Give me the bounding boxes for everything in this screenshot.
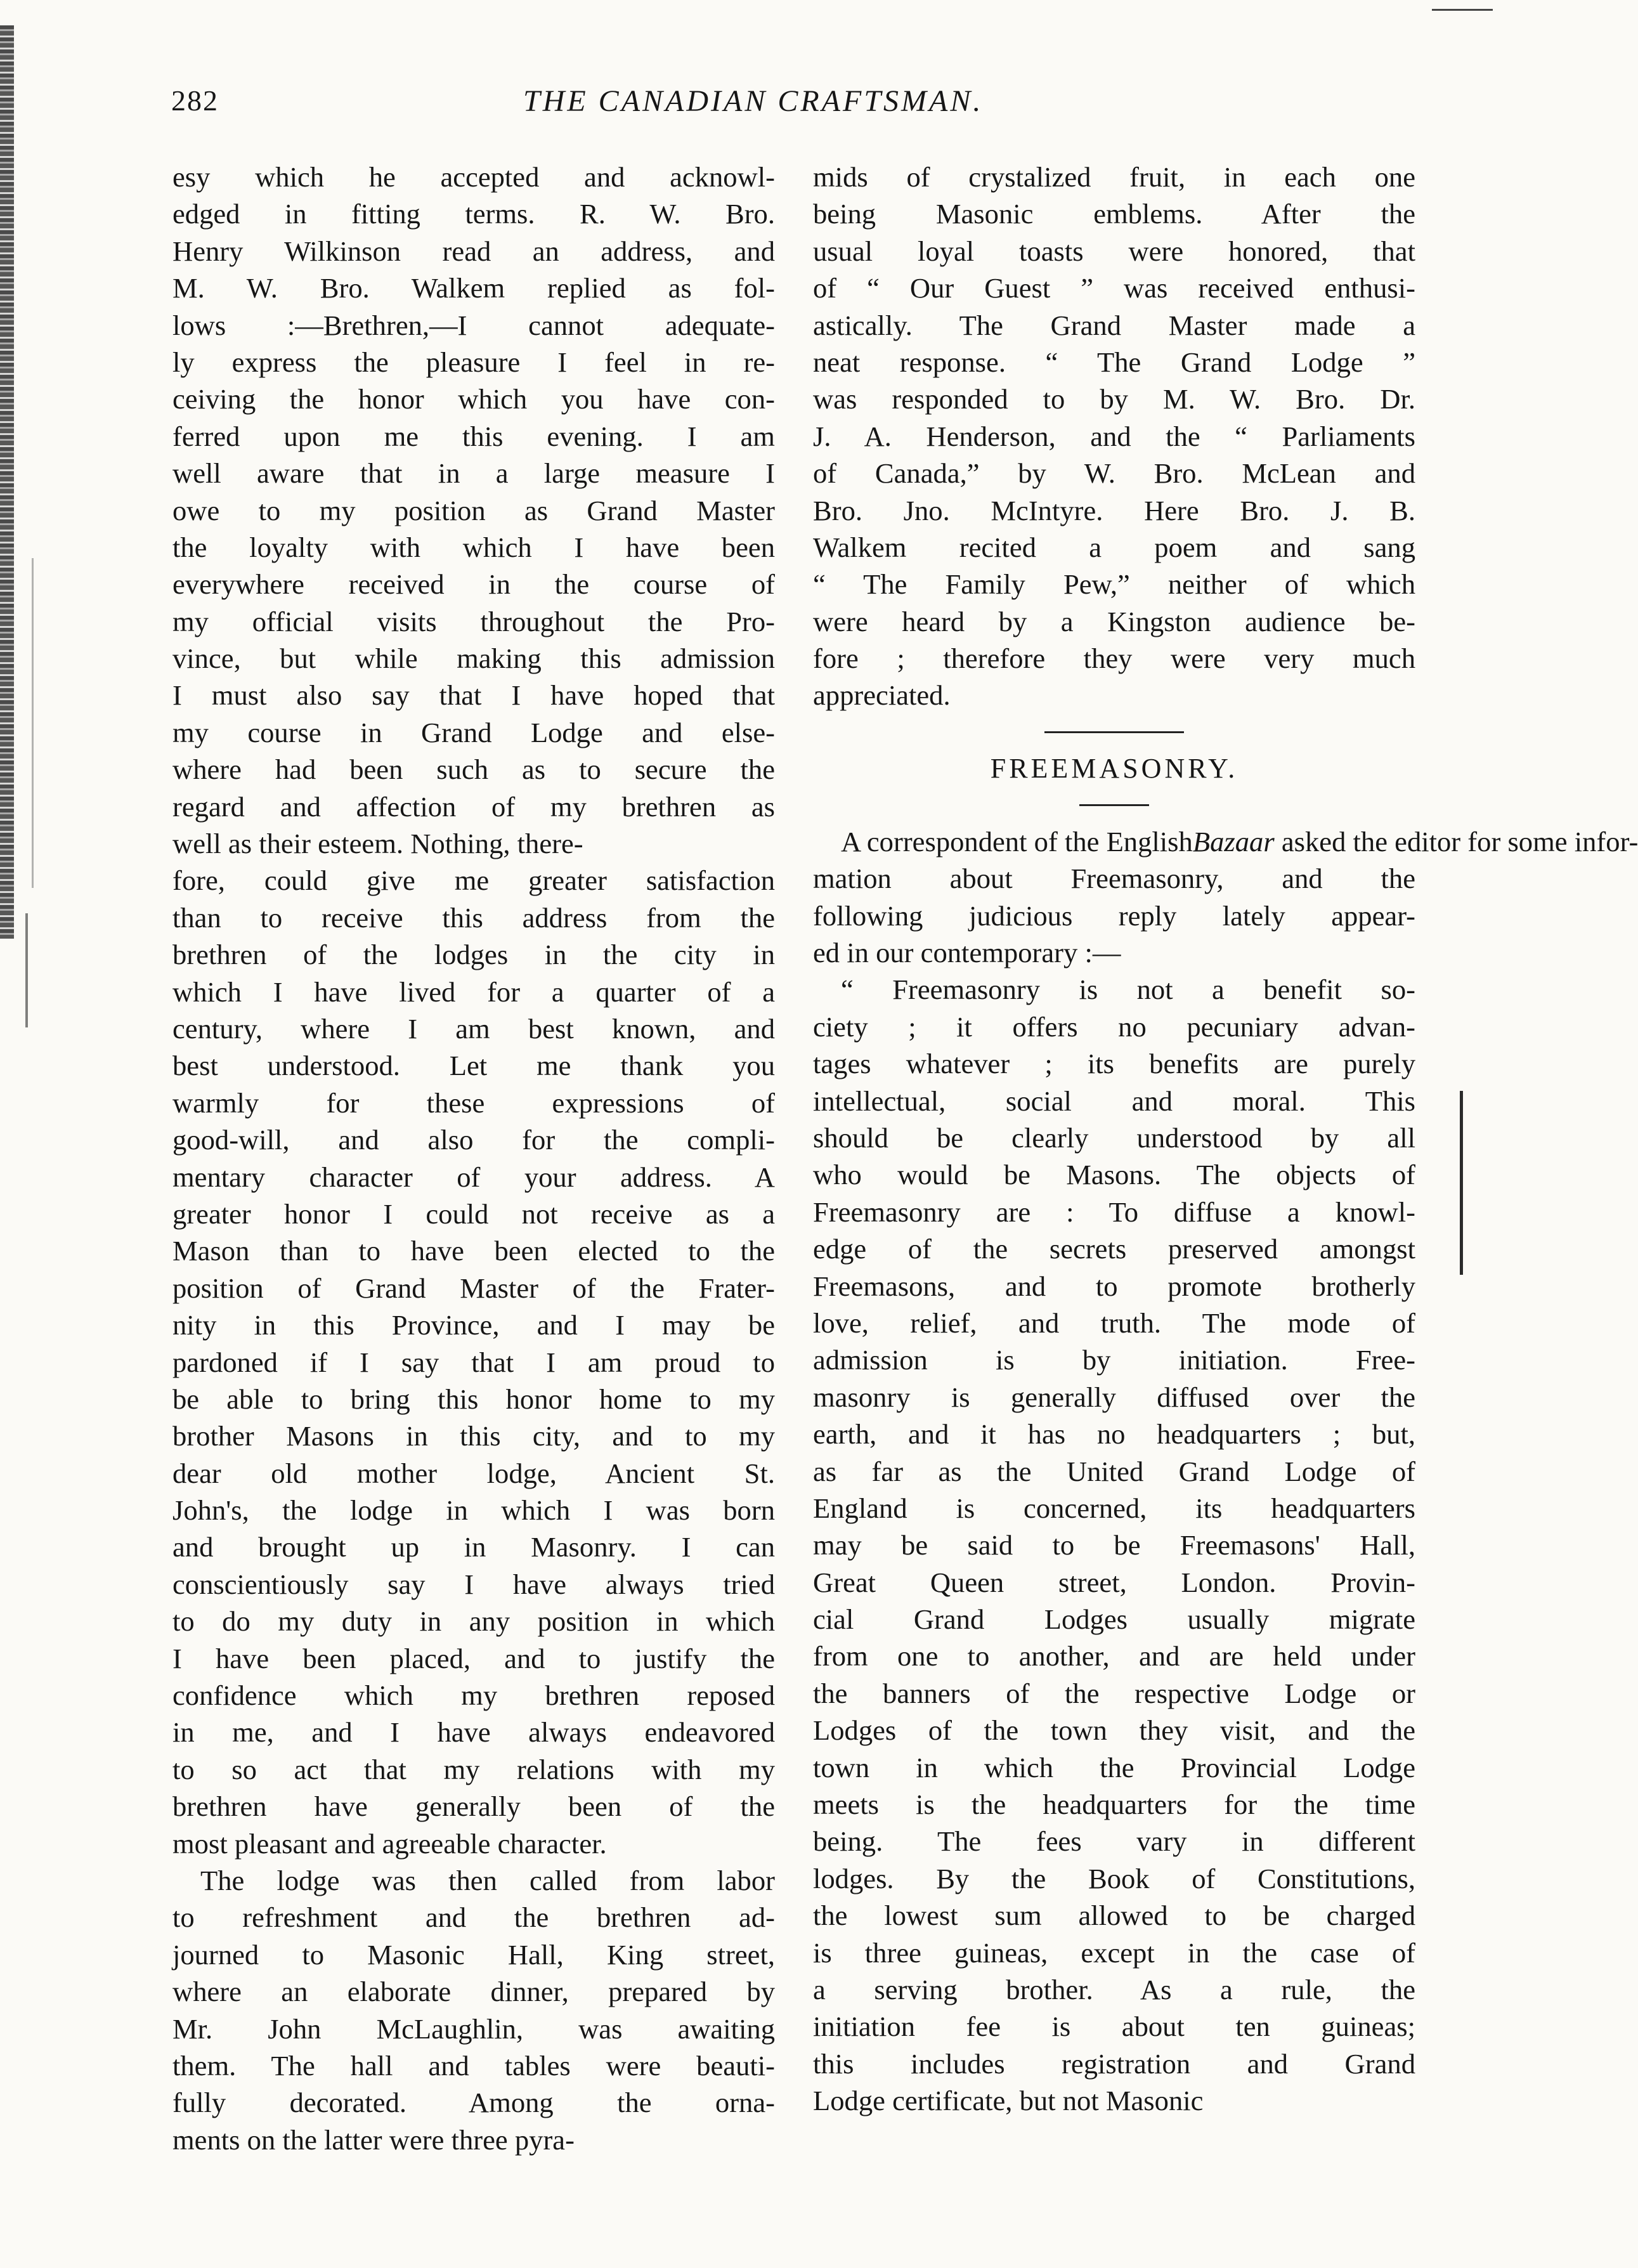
text-line: dear old mother lodge, Ancient St.	[172, 1457, 775, 1489]
text-line: mentary character of your address. A	[172, 1161, 775, 1193]
text-line: I have been placed, and to justify the	[172, 1642, 775, 1674]
text-line: ments on the latter were three pyra-	[172, 2123, 575, 2156]
text-line: following judicious reply lately appear-	[813, 899, 1415, 932]
text-line: vince, but while making this admission	[172, 642, 775, 675]
text-line: Freemasonry are : To diffuse a knowl-	[813, 1196, 1415, 1228]
text-line: lodges. By the Book of Constitutions,	[813, 1862, 1415, 1894]
text-line: should be clearly understood by all	[813, 1121, 1415, 1154]
text-line: best understood. Let me thank you	[172, 1050, 775, 1082]
text-line: brother Masons in this city, and to my	[172, 1420, 775, 1452]
scan-binding-mark	[25, 913, 28, 1027]
text-line: fully decorated. Among the orna-	[172, 2087, 775, 2119]
running-head	[171, 84, 1408, 128]
margin-marker	[1460, 1091, 1463, 1275]
text-line: confidence which my brethren reposed	[172, 1679, 775, 1712]
text-line: may be said to be Freemasons' Hall,	[813, 1529, 1415, 1561]
text-line: edged in fitting terms. R. W. Bro.	[172, 198, 775, 230]
text-line: conscientiously say I have always tried	[172, 1568, 775, 1600]
text-line: position of Grand Master of the Frater-	[172, 1272, 775, 1304]
text-line: being. The fees vary in different	[813, 1825, 1415, 1858]
text-line: The lodge was then called from labor	[200, 1864, 775, 1896]
text-line: owe to my position as Grand Master	[172, 494, 775, 526]
right-column	[813, 159, 1638, 2120]
scan-binding-shadow	[32, 558, 34, 888]
text-line: M. W. Bro. Walkem replied as fol-	[172, 272, 775, 304]
text-line: I must also say that I have hoped that	[172, 679, 775, 712]
heading-underline	[1079, 804, 1149, 806]
section-divider	[1044, 731, 1184, 733]
text-line: cial Grand Lodges usually migrate	[813, 1603, 1415, 1636]
dinner-paragraph	[813, 159, 1415, 714]
section-heading: FREEMASONRY.	[990, 752, 1238, 784]
text-line: well aware that in a large measure I	[172, 457, 775, 490]
text-line: to do my duty in any position in which	[172, 1605, 775, 1638]
text-line: Walkem recited a poem and sang	[813, 531, 1415, 563]
intro-paragraph	[813, 860, 1415, 971]
text-line: the banners of the respective Lodge or	[813, 1677, 1415, 1709]
text-line: most pleasant and agreeable character.	[172, 1827, 607, 1860]
text-line: were heard by a Kingston audience be-	[813, 605, 1415, 637]
text-line: ly express the pleasure I feel in re-	[172, 346, 775, 378]
text-line: England is concerned, its headquarters	[813, 1492, 1415, 1524]
text-line: this includes registration and Grand	[813, 2047, 1415, 2080]
text-line: greater honor I could not receive as a	[172, 1197, 775, 1230]
text-line: ceiving the honor which you have con-	[172, 383, 775, 415]
text-line: lows :—Brethren,—I cannot adequate-	[172, 309, 775, 341]
scan-binding-edge	[0, 25, 14, 939]
text-line: where an elaborate dinner, prepared by	[172, 1976, 775, 2008]
text-line: being Masonic emblems. After the	[813, 198, 1415, 230]
text-line: as far as the United Grand Lodge of	[813, 1455, 1415, 1487]
text-line: warmly for these expressions of	[172, 1086, 775, 1119]
text-line: Mr. John McLaughlin, was awaiting	[172, 2012, 775, 2045]
text-line: a serving brother. As a rule, the	[813, 1973, 1415, 2005]
text-line: who would be Masons. The objects of	[813, 1159, 1415, 1191]
refreshment-paragraph	[172, 1862, 775, 2158]
text-line: to refreshment and the brethren ad-	[172, 1901, 775, 1934]
text-line: earth, and it has no headquarters ; but,	[813, 1418, 1415, 1450]
bazaar-title: Bazaar	[1192, 825, 1275, 857]
text-line: masonry is generally diffused over the	[813, 1381, 1415, 1413]
text-line: John's, the lodge in which I was born	[172, 1494, 775, 1527]
text-line: from one to another, and are held under	[813, 1640, 1415, 1672]
text-line: town in which the Provincial Lodge	[813, 1751, 1415, 1783]
text-line: tages whatever ; its benefits are purely	[813, 1048, 1415, 1080]
text-line: Bro. Jno. McIntyre. Here Bro. J. B.	[813, 494, 1415, 526]
text-line: and brought up in Masonry. I can	[172, 1531, 775, 1563]
intro-first-rest: asked the editor for some infor-	[1274, 825, 1638, 857]
text-line: esy which he accepted and acknowl-	[172, 161, 775, 193]
journal-title: THE CANADIAN CRAFTSMAN.	[523, 84, 984, 118]
text-line: Henry Wilkinson read an address, and	[172, 235, 775, 267]
text-line: Great Queen street, London. Provin-	[813, 1566, 1415, 1598]
page-number: 282	[171, 84, 219, 117]
text-line: meets is the headquarters for the time	[813, 1789, 1415, 1821]
text-line: than to receive this address from the	[172, 901, 775, 934]
text-line: was responded to by M. W. Bro. Dr.	[813, 383, 1415, 415]
address-reply-paragraph	[172, 159, 775, 1862]
text-line: well as their esteem. Nothing, there-	[172, 828, 583, 860]
text-line: mids of crystalized fruit, in each one	[813, 161, 1415, 193]
text-line: to so act that my relations with my	[172, 1753, 775, 1785]
text-line: “ Freemasonry is not a benefit so-	[841, 974, 1415, 1006]
text-line: intellectual, social and moral. This	[813, 1085, 1415, 1117]
text-line: regard and affection of my brethren as	[172, 790, 775, 823]
text-line: of “ Our Guest ” was received enthusi-	[813, 272, 1415, 304]
text-line: where had been such as to secure the	[172, 753, 775, 786]
text-line: of Canada,” by W. Bro. McLean and	[813, 457, 1415, 490]
text-line: usual loyal toasts were honored, that	[813, 235, 1415, 267]
text-line: which I have lived for a quarter of a	[172, 975, 775, 1008]
text-line: them. The hall and tables were beauti-	[172, 2049, 775, 2082]
text-line: Mason than to have been elected to the	[172, 1235, 775, 1267]
text-line: is three guineas, except in the case of	[813, 1936, 1415, 1969]
text-line: be able to bring this honor home to my	[172, 1383, 775, 1415]
scan-corner-rule	[1432, 9, 1493, 11]
text-line: brethren of the lodges in the city in	[172, 939, 775, 971]
text-line: Lodges of the town they visit, and the	[813, 1714, 1415, 1747]
text-line: nity in this Province, and I may be	[172, 1309, 775, 1341]
text-line: astically. The Grand Master made a	[813, 309, 1415, 341]
text-line: my official visits throughout the Pro-	[172, 605, 775, 637]
text-line: appreciated.	[813, 679, 951, 712]
text-line: ciety ; it offers no pecuniary advan-	[813, 1010, 1415, 1043]
text-line: neat response. “ The Grand Lodge ”	[813, 346, 1415, 378]
text-line: ferred upon me this evening. I am	[172, 420, 775, 452]
text-line: fore, could give me greater satisfaction	[172, 864, 775, 897]
text-line: Freemasons, and to promote brotherly	[813, 1270, 1415, 1302]
text-line: century, where I am best known, and	[172, 1012, 775, 1045]
text-line: J. A. Henderson, and the “ Parliaments	[813, 420, 1415, 452]
text-line: initiation fee is about ten guineas;	[813, 2011, 1415, 2043]
text-line: good-will, and also for the compli-	[172, 1124, 775, 1156]
text-line: mation about Freemasonry, and the	[813, 863, 1415, 895]
text-line: journed to Masonic Hall, King street,	[172, 1938, 775, 1971]
text-line: edge of the secrets preserved amongst	[813, 1233, 1415, 1265]
left-column	[172, 159, 775, 2158]
text-line: my course in Grand Lodge and else-	[172, 716, 775, 748]
intro-first-text: A correspondent of the English	[841, 825, 1193, 857]
text-line: ed in our contemporary :—	[813, 937, 1121, 969]
text-line: admission is by initiation. Free-	[813, 1344, 1415, 1376]
text-line: the loyalty with which I have been	[172, 531, 775, 563]
text-line: brethren have generally been of the	[172, 1790, 775, 1823]
text-line: love, relief, and truth. The mode of	[813, 1307, 1415, 1339]
text-line: everywhere received in the course of	[172, 568, 775, 601]
text-line: fore ; therefore they were very much	[813, 642, 1415, 675]
text-line: Lodge certificate, but not Masonic	[813, 2085, 1204, 2117]
text-line: “ The Family Pew,” neither of which	[813, 568, 1415, 601]
intro-first-line	[813, 823, 1638, 860]
text-line: pardoned if I say that I am proud to	[172, 1346, 775, 1378]
text-line: in me, and I have always endeavored	[172, 1716, 775, 1749]
text-line: the lowest sum allowed to be charged	[813, 1900, 1415, 1932]
quote-paragraph	[813, 971, 1415, 2119]
